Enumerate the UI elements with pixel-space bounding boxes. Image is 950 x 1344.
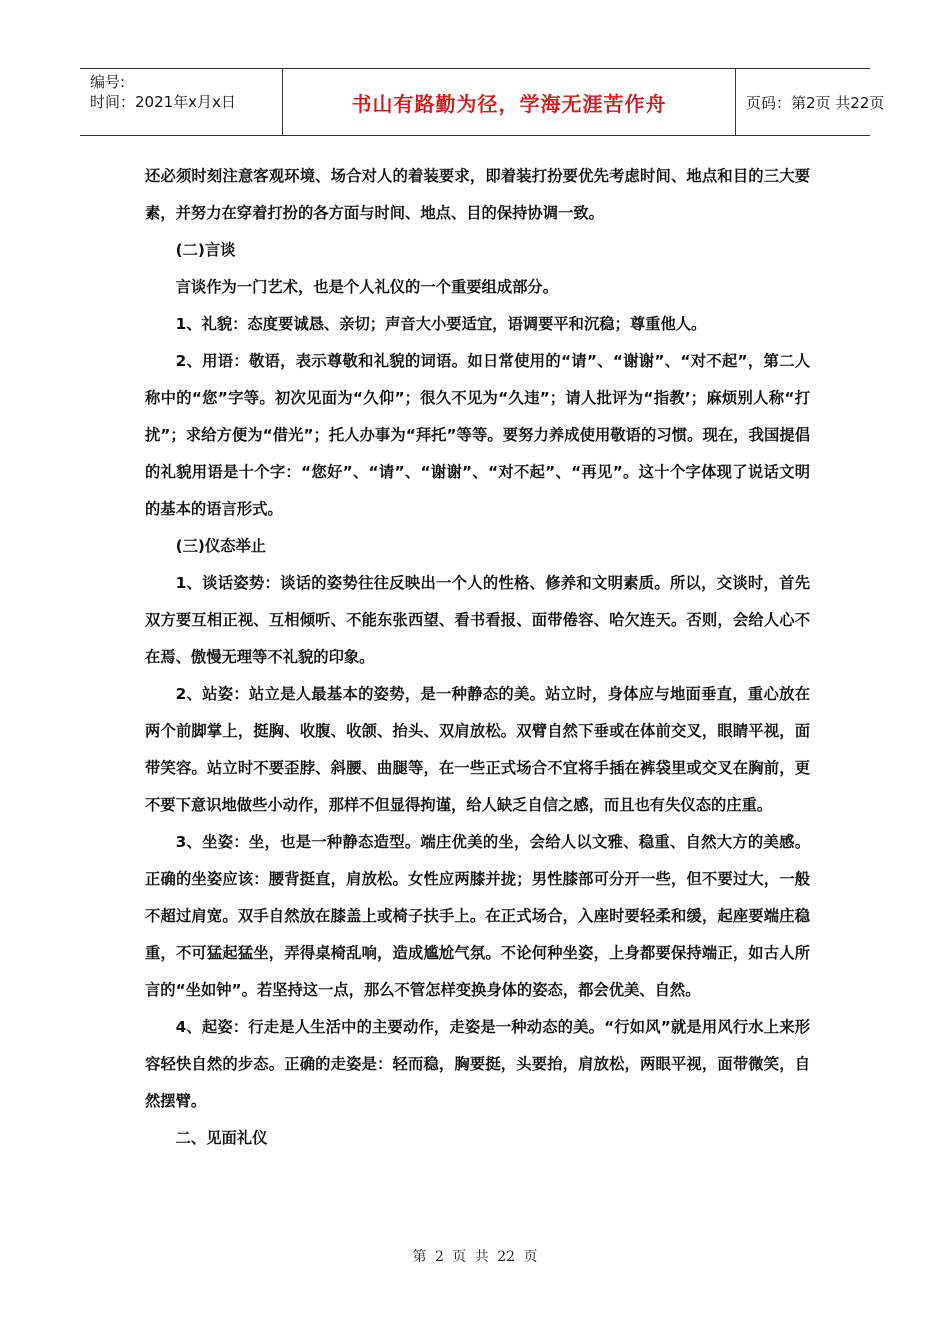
document-number-label: 编号: (90, 73, 126, 91)
section-heading-demeanor: (三)仪态举止 (175, 537, 267, 555)
header-page-info: 页码：第2页 共22页 (746, 93, 885, 112)
paragraph-standing-posture: 2、站姿：站立是人最基本的姿势，是一种静态的美。站立时，身体应与地面垂直，重心放在两个前脚掌上，挺胸、收腹、收颌、抬头、双肩放松。双臂自然下垂或在体前交叉，眼睛平视，面带笑容。站立时不要歪脖、斜腰、曲腿等，在一些正式场合不宜将手插在裤袋里或交叉在胸前，更不要下意识地做些小动作，那样不但显得拘谨，给人缺乏自信之感，而且也有失仪态的庄重。 (145, 685, 810, 814)
section-heading-speech: (二)言谈 (175, 241, 236, 259)
paragraph-attire-continuation: 还必须时刻注意客观环境、场合对人的着装要求，即着装打扮要优先考虑时间、地点和目的三大要素，并努力在穿着打扮的各方面与时间、地点、目的保持协调一致。 (145, 167, 810, 222)
paragraph-walking-posture: 4、起姿：行走是人生活中的主要动作，走姿是一种动态的美。“行如风”就是用风行水上来形容轻快自然的步态。正确的走姿是：轻而稳，胸要挺，头要抬，肩放松，两眼平视，面带微笑，自然摆臂。 (145, 1018, 810, 1110)
page-footer: 第 2 页 共 22 页 (412, 1249, 538, 1265)
paragraph-conversation-posture: 1、谈话姿势：谈话的姿势往往反映出一个人的性格、修养和文明素质。所以，交谈时，首先双方要互相正视、互相倾听、不能东张西望、看书看报、面带倦容、哈欠连天。否则，会给人心不在焉、傲慢无理等不礼貌的印象。 (145, 574, 810, 666)
document-time-label: 时间：2021年x月x日 (90, 93, 236, 111)
paragraph-honorifics: 2、用语：敬语，表示尊敬和礼貌的词语。如日常使用的“请”、“谢谢”、“对不起”，第二人称中的“您”字等。初次见面为“久仰”；很久不见为“久违”；请人批评为“指教’；麻烦别人称“打扰”；求给方便为“借光”；托人办事为“拜托”等等。要努力养成使用敬语的习惯。现在，我国提倡的礼貌用语是十个字：“您好”、“请”、“谢谢”、“对不起”、“再见”。这十个字体现了说话文明的基本的语言形式。 (145, 352, 810, 518)
paragraph-speech-intro: 言谈作为一门艺术，也是个人礼仪的一个重要组成部分。 (175, 278, 559, 296)
paragraph-politeness: 1、礼貌：态度要诚恳、亲切；声音大小要适宜，语调要平和沉稳；尊重他人。 (175, 315, 707, 333)
section-heading-meeting-etiquette: 二、见面礼仪 (175, 1129, 268, 1147)
page-header (80, 68, 885, 136)
header-meta (80, 69, 282, 135)
header-motto: 书山有路勤为径，学海无涯苦作舟 (282, 69, 736, 135)
paragraph-sitting-posture: 3、坐姿：坐，也是一种静态造型。端庄优美的坐，会给人以文雅、稳重、自然大方的美感。正确的坐姿应该：腰背挺直，肩放松。女性应两膝并拢；男性膝部可分开一些，但不要过大，一般不超过肩宽。双手自然放在膝盖上或椅子扶手上。在正式场合，入座时要轻柔和缓，起座要端庄稳重，不可猛起猛坐，弄得桌椅乱响，造成尴尬气氛。不论何种坐姿，上身都要保持端正，如古人所言的“坐如钟”。若坚持这一点，那么不管怎样变换身体的姿态，都会优美、自然。 (145, 833, 810, 999)
document-body (145, 158, 810, 1157)
